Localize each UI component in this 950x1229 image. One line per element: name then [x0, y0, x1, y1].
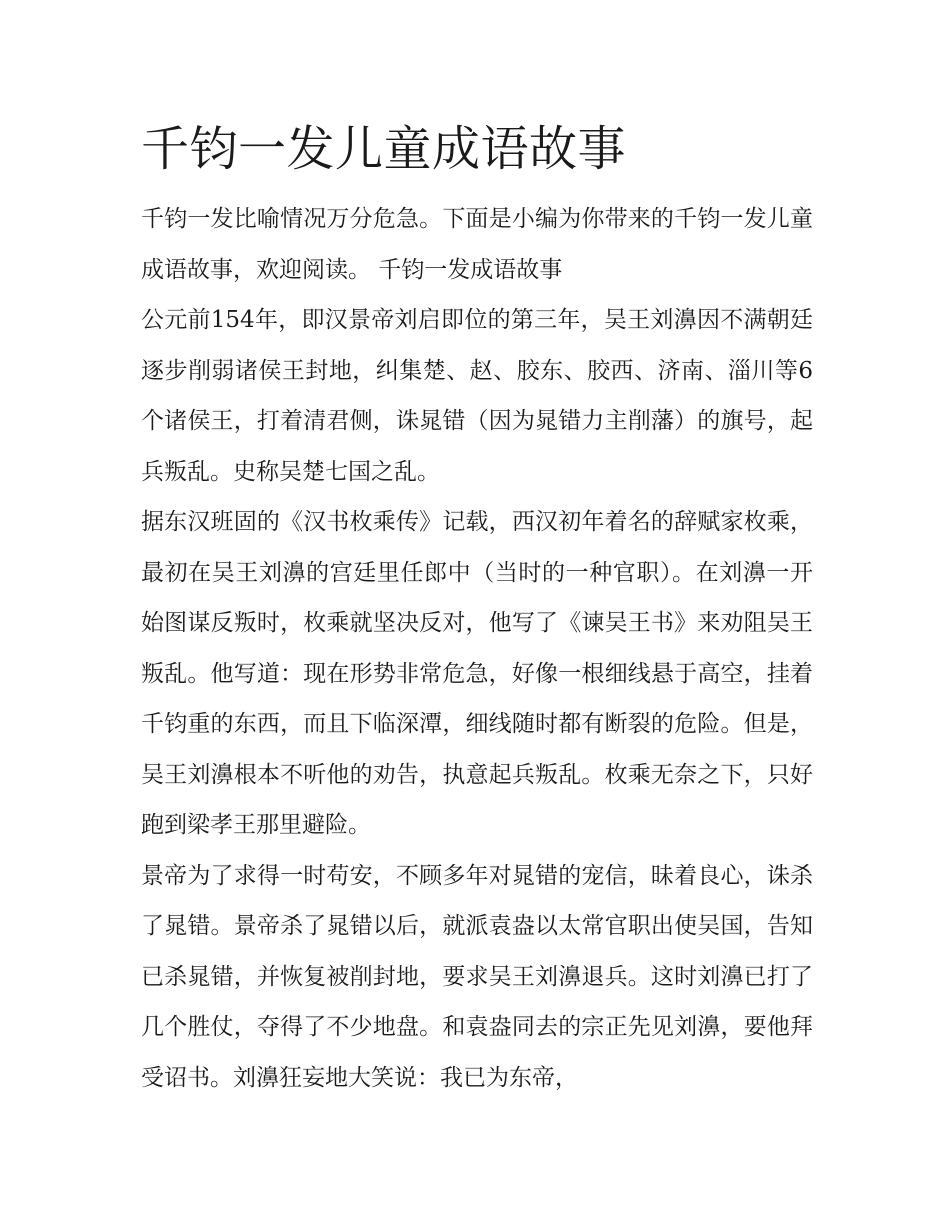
- document-title: 千钧一发儿童成语故事: [141, 121, 627, 177]
- paragraph-intro: 千钧一发比喻情况万分危急。下面是小编为你带来的千钧一发儿童成语故事，欢迎阅读。 千钧一发成语故事: [141, 206, 813, 283]
- paragraph-chaocuo: 景帝为了求得一时苟安，不顾多年对晁错的宠信，昧着良心，诛杀了晁错。景帝杀了晁错以后，就派袁盎以太常官职出使吴国，告知已杀晁错，并恢复被削封地，要求吴王刘濞退兵。这时刘濞已打了几个胜仗，夺得了不少地盘。和袁盎同去的宗正先见刘濞，要他拜受诏书。刘濞狂妄地大笑说：我已为东帝，: [141, 862, 813, 1091]
- paragraph-rebellion: 公元前154年，即汉景帝刘启即位的第三年，吴王刘濞因不满朝廷逐步削弱诸侯王封地，纠集楚、赵、胶东、胶西、济南、淄川等6个诸侯王，打着清君侧，诛晁错（因为晁错力主削藩）的旗号，起兵叛乱。史称吴楚七国之乱。: [141, 307, 813, 485]
- document-page: [141, 118, 813, 1103]
- paragraph-meicheng: 据东汉班固的《汉书枚乘传》记载，西汉初年着名的辞赋家枚乘，最初在吴王刘濞的宫廷里任郎中（当时的一种官职）。在刘濞一开始图谋反叛时，枚乘就坚决反对，他写了《谏吴王书》来劝阻吴王叛乱。他写道：现在形势非常危急，好像一根细线悬于高空，挂着千钧重的东西，而且下临深潭，细线随时都有断裂的危险。但是，吴王刘濞根本不听他的劝告，执意起兵叛乱。枚乘无奈之下，只好跑到梁孝王那里避险。: [141, 509, 813, 838]
